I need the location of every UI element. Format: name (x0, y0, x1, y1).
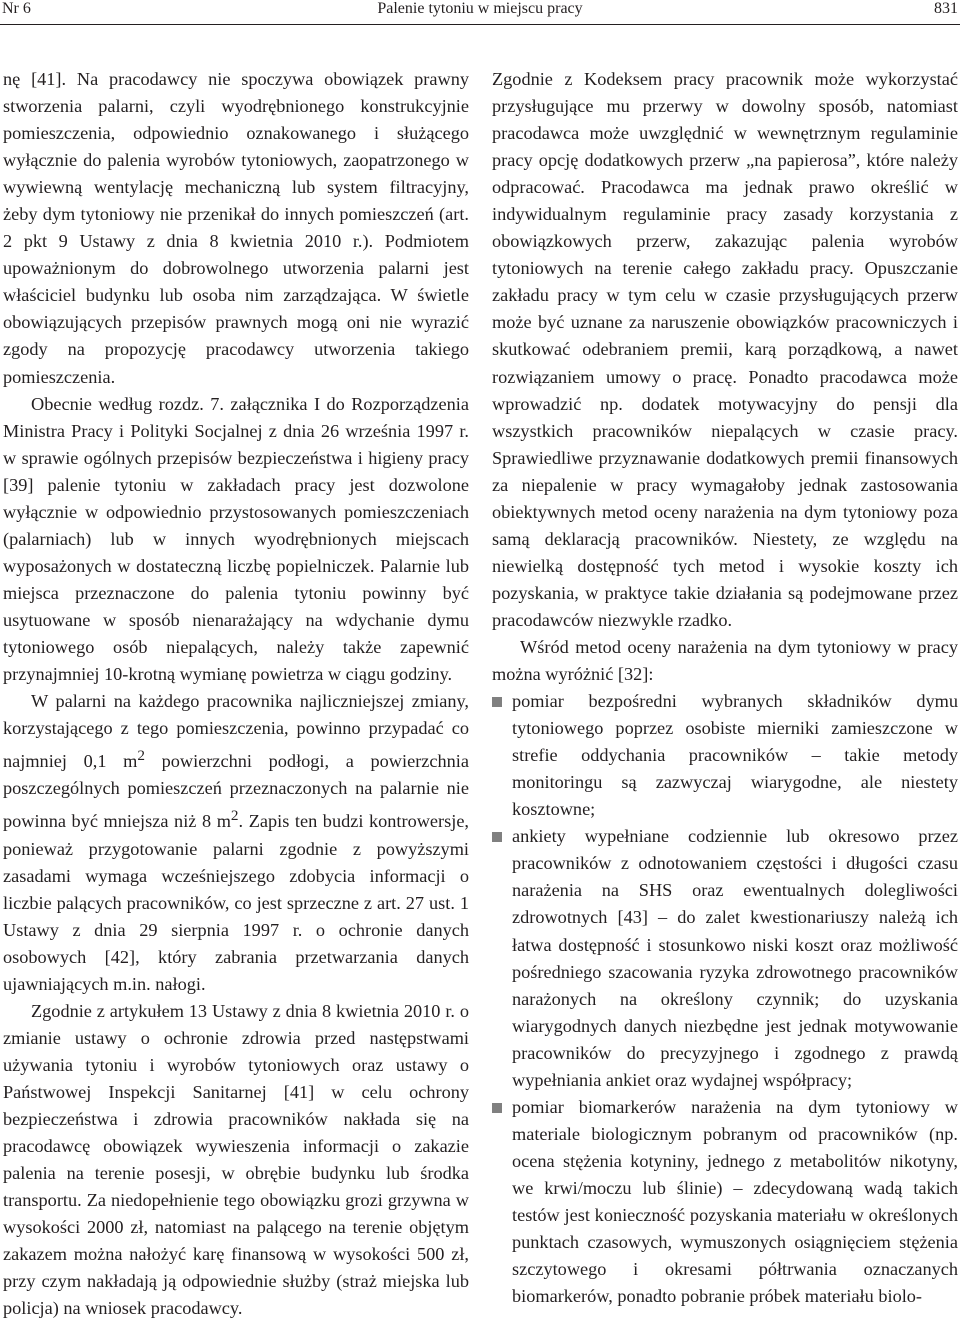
superscript: 2 (137, 747, 145, 765)
method-list (492, 688, 958, 1310)
running-title: Palenie tytoniu w miejscu pracy (377, 0, 583, 17)
paragraph: Zgodnie z Kodeksem pracy pracownik może wykorzystać przysługujące mu przerwy w dowolny sposób, natomiast pracodawca może uwzględnić w wewnętrznym regulaminie pracy opcję dodatkowych przerw „na papierosa”, które należy odpracować. Pracodawca ma jednak prawo określić w indywidualnym regulaminie pracy zasady korzystania z obowiązkowych przerw, zakazując palenia wyrobów tytoniowych na terenie całego zakładu pracy. Opuszczanie zakładu pracy w tym celu w czasie przysługujących przerw może być uznane za naruszenie obowiązków pracowniczych i skutkować odebraniem premii, karą porządkową, a nawet rozwiązaniem umowy o pracę. Ponadto pracodawca może wprowadzić np. dodatek motywacyjny do pensji dla wszystkich pracowników niepalących w czasie pracy. Sprawiedliwe przyznawanie dodatkowych premii finansowych za niepalenie w pracy wymagałoby jednak zastosowania obiektywnych metod oceny narażenia na dym tytoniowy poza samą deklaracją pracowników. Niestety, ze względu na niewielką dostępność tych metod i wysokie koszty ich pozyskania, w praktyce takie działania są podejmowane przez pracodawców niezwykle rzadko. (492, 69, 958, 630)
paragraph: Obecnie według rozdz. 7. załącznika I do Rozporządzenia Ministra Pracy i Polityki Socjalnej z dnia 26 września 1997 r. w sprawie ogólnych przepisów bezpieczeństwa i higieny pracy [39] palenie tytoniu w zakładach pracy jest dozwolone wyłącznie w odpowiednio przystosowanych pomieszczeniach (palarniach) lub w innych wyodrębnionych miejscach wyposażonych w dostateczną liczbę popielniczek. Palarnie lub miejsca przeznaczone do palenia tytoniu powinny być usytuowane w sposób nienarażający na wdychanie dymu tytoniowego osób niepalących, należy także zapewnić przynajmniej 10-krotną wymianę powietrza w ciągu godziny. (3, 393, 469, 685)
square-bullet-icon (492, 697, 502, 707)
square-bullet-icon (492, 832, 502, 842)
paragraph: nę [41]. Na pracodawcy nie spoczywa obowiązek prawny stworzenia palarni, czyli wyodrębnionego konstrukcyjnie pomieszczenia, odpowiednio oznakowanego i służącego wyłącznie do palenia wyrobów tytoniowych, zaopatrzonego w wywiewną wentylację mechaniczną lub system filtracyjny, żeby dym tytoniowy nie przenikał do innych pomieszczeń (art. 2 pkt 9 Ustawy z dnia 8 kwietnia 2010 r.). Podmiotem upoważnionym do dobrowolnego utworzenia palarni jest właściciel budynku lub osoba nim zarządzająca. W świetle obowiązujących przepisów prawnych mogą oni nie wyrazić zgody na propozycję pracodawcy utworzenia takiego pomieszczenia. (3, 69, 469, 387)
paragraph-text: powierzchni podłogi, a powierzchnia poszczególnych pomieszczeń przeznaczonych na palarnie nie powinna być mniejsza niż 8 m (3, 751, 469, 832)
list-item (492, 823, 958, 1093)
list-item (492, 688, 958, 823)
paragraph: Zgodnie z artykułem 13 Ustawy z dnia 8 kwietnia 2010 r. o zmianie ustawy o ochronie zdrowia przed następstwami używania tytoniu i wyrobów tytoniowych oraz ustawy o Państwowej Inspekcji Sanitarnej [41] w celu ochrony bezpieczeństwa i zdrowia pracowników nakłada się na pracodawcę obowiązek wywieszenia informacji o zakazie palenia na terenie posesji, w obrębie budynku lub środka transportu. Za niedopełnienie tego obowiązku grozi grzywna w wysokości 2000 zł, natomiast na palącego na terenie objętym zakazem można nałożyć karę finansową w wysokości 500 zł, przy czym nakładają ją odpowiednie służby (straż miejska lub policja) na wniosek pracodawcy. (3, 1000, 469, 1319)
superscript: 2 (230, 807, 239, 825)
header-rule (0, 24, 960, 25)
list-item (492, 1094, 958, 1310)
page-number: 831 (934, 0, 958, 17)
list-item-text: pomiar bezpośredni wybranych składników dymu tytoniowego poprzez osobiste mierniki zamieszczone w strefie oddychania pracowników – takie metody monitoringu są zazwyczaj wiarygodne, ale niestety kosztowne; (512, 691, 958, 820)
list-item-text: ankiety wypełniane codziennie lub okresowo przez pracowników z odnotowaniem częstości i długości czasu narażenia na SHS oraz ewentualnych dolegliwości zdrowotnych [43] – do zalet kwestionariuszy należą ich łatwa dostępność i stosunkowo niski koszt oraz możliwość pośredniego szacowania ryzyka zdrowotnego pracowników narażonych na określony czynnik; do uzyskania wiarygodnych danych niezbędne jest jednak motywowanie pracowników do precyzyjnego i zgodnego z prawdą wypełniania ankiet oraz wydajnej współpracy; (512, 826, 958, 1090)
paragraph: Wśród metod oceny narażenia na dym tytoniowy w pracy można wyróżnić [32]: (492, 636, 958, 685)
paragraph (3, 688, 469, 998)
right-column (492, 66, 958, 1310)
list-item-text: pomiar biomarkerów narażenia na dym tytoniowy w materiale biologicznym pobranym od pracowników (np. ocena stężenia kotyniny, jednego z metabolitów nikotyny, we krwi/moczu lub ślinie) – zdecydowaną wadą takich testów jest konieczność pozyskania materiału w określonych punktach czasowych, wymuszonych osiągnięciem stężenia szczytowego i okresami półtrwania oznaczanych biomarkerów, ponadto pobranie próbek materiału biolo- (512, 1096, 958, 1307)
square-bullet-icon (492, 1103, 502, 1113)
running-header (0, 0, 960, 34)
paragraph-text: . Zapis ten budzi kontrowersje, ponieważ przygotowanie palarni zgodnie z powyższymi zasadami wymaga wcześniejszego zdobycia informacji o liczbie palących pracowników, co jest sprzeczne z art. 27 ust. 1 Ustawy z dnia 29 sierpnia 1997 r. o ochronie danych osobowych [42], który zabrania przetwarzania danych ujawniających m.in. nałogi. (3, 811, 470, 994)
paragraph-text: W palarni na każdego pracownika najliczniejszej zmiany, korzystającego z tego pomieszczenia, powinno przypadać co najmniej 0,1 m (3, 691, 469, 772)
issue-number: Nr 6 (2, 0, 31, 17)
left-column (3, 66, 469, 1322)
